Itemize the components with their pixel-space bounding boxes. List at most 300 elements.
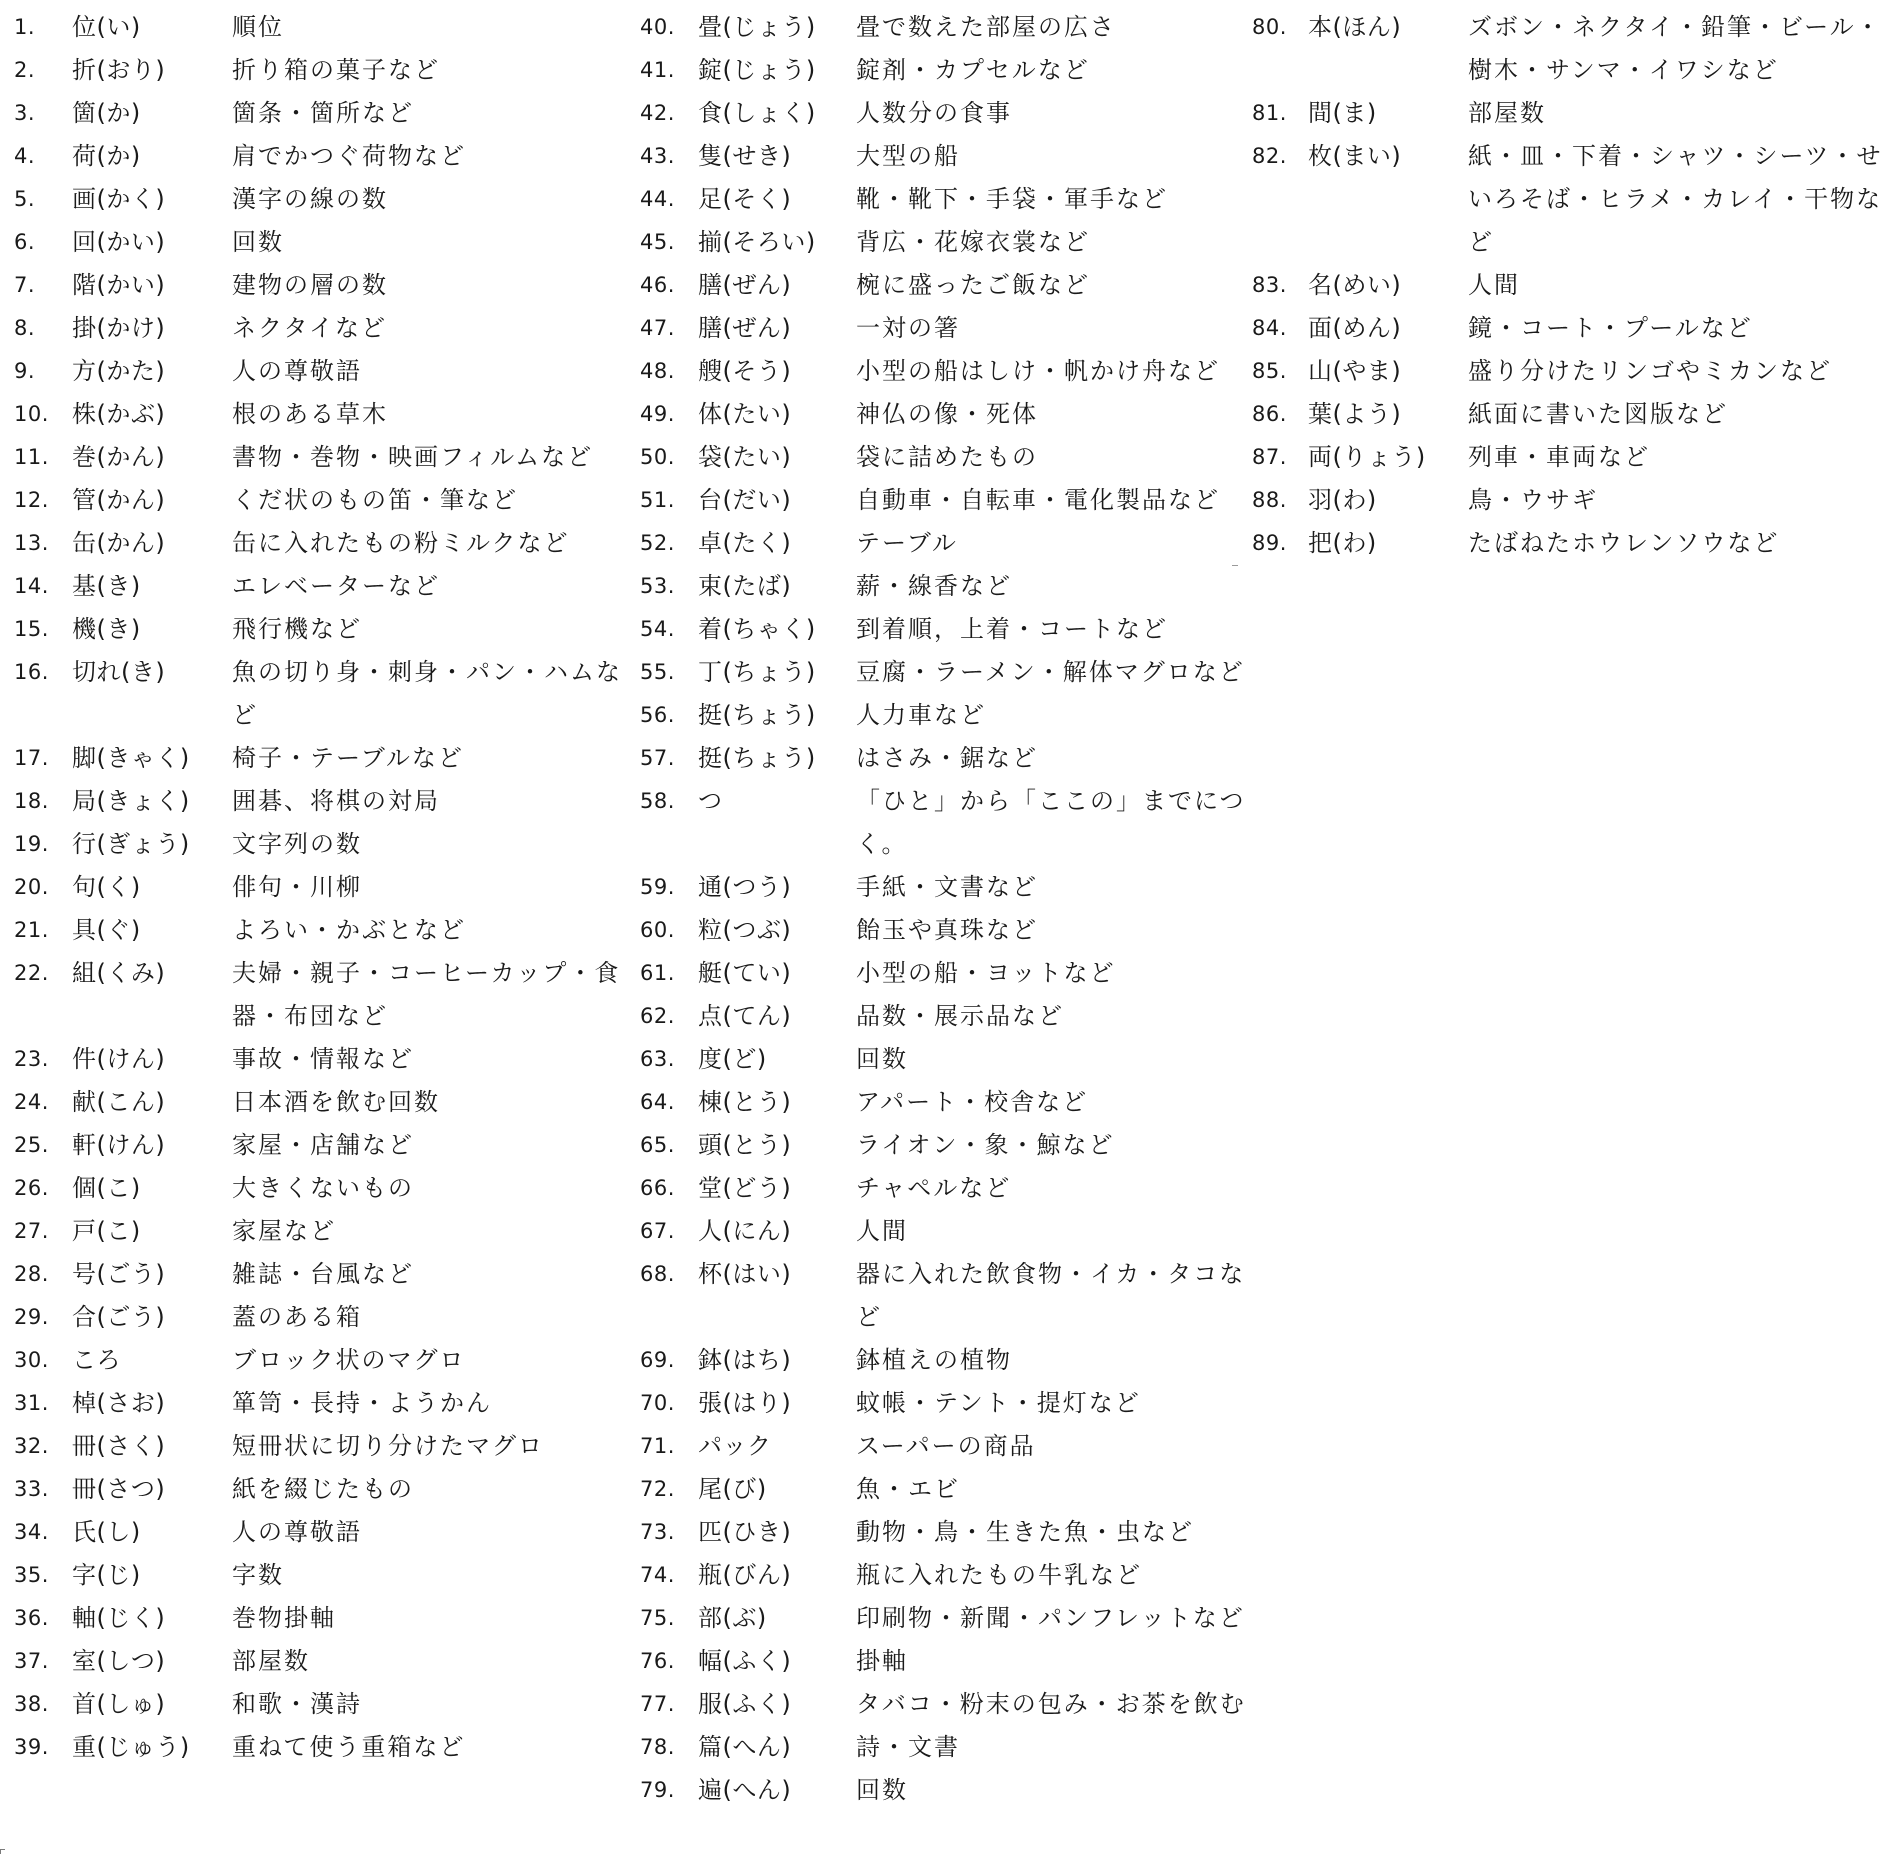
list-item xyxy=(640,522,1250,565)
counter-usage: 書物・巻物・映画フィルムなど xyxy=(232,443,594,471)
counter-word: 体(たい) xyxy=(698,400,792,428)
list-item xyxy=(640,49,1250,92)
counter-usage: ズボン・ネクタイ・鉛筆・ビール・樹木・サンマ・イワシなど xyxy=(1468,13,1882,84)
entry-number: 18. xyxy=(14,789,49,813)
list-item xyxy=(1252,393,1888,436)
list-item xyxy=(1252,436,1888,479)
entry-number: 3. xyxy=(14,101,36,125)
list-item xyxy=(14,1683,634,1726)
counter-word: 株(かぶ) xyxy=(72,400,166,428)
counter-usage: 紙面に書いた図版など xyxy=(1468,400,1728,428)
entry-number: 76. xyxy=(640,1649,675,1673)
counter-usage: 盛り分けたリンゴやミカンなど xyxy=(1468,357,1832,385)
counter-word: 間(ま) xyxy=(1308,99,1377,127)
counter-usage: 品数・展示品など xyxy=(856,1002,1064,1030)
list-item xyxy=(14,1253,634,1296)
entry-number: 29. xyxy=(14,1305,49,1329)
counter-word: 杯(はい) xyxy=(698,1260,792,1288)
list-item xyxy=(640,651,1250,694)
counter-word: 切れ(き) xyxy=(72,658,166,686)
counter-word: 組(くみ) xyxy=(72,959,166,987)
counter-usage: 文字列の数 xyxy=(232,830,362,858)
entry-number: 61. xyxy=(640,961,675,985)
counter-word: 通(つう) xyxy=(698,873,792,901)
entry-number: 60. xyxy=(640,918,675,942)
counter-word: 号(ごう) xyxy=(72,1260,166,1288)
list-item xyxy=(1252,135,1888,264)
list-item xyxy=(640,1769,1250,1812)
counter-word: 錠(じょう) xyxy=(698,56,816,84)
entry-number: 73. xyxy=(640,1520,675,1544)
counter-usage: 鉢植えの植物 xyxy=(856,1346,1012,1374)
counter-word: 卓(たく) xyxy=(698,529,792,557)
list-item xyxy=(14,737,634,780)
entry-number: 5. xyxy=(14,187,36,211)
entry-number: 17. xyxy=(14,746,49,770)
counter-usage: 囲碁、将棋の対局 xyxy=(232,787,440,815)
counter-usage: ライオン・象・鯨など xyxy=(856,1131,1115,1159)
entry-number: 33. xyxy=(14,1477,49,1501)
entry-number: 64. xyxy=(640,1090,675,1114)
counter-usage: 家屋・店舗など xyxy=(232,1131,414,1159)
list-item xyxy=(14,1425,634,1468)
list-item xyxy=(640,1210,1250,1253)
list-item xyxy=(640,737,1250,780)
counter-usage: 部屋数 xyxy=(1468,99,1546,127)
counter-word: 篇(へん) xyxy=(698,1733,792,1761)
entry-number: 85. xyxy=(1252,359,1287,383)
entry-number: 28. xyxy=(14,1262,49,1286)
counter-word: 丁(ちょう) xyxy=(698,658,816,686)
counter-usage: 蓋のある箱 xyxy=(232,1303,362,1331)
counter-word: パック xyxy=(698,1432,772,1460)
counter-word: 首(しゅ) xyxy=(72,1690,166,1718)
list-item xyxy=(14,1726,634,1769)
counter-usage: 靴・靴下・手袋・軍手など xyxy=(856,185,1168,213)
counter-usage: 器に入れた飲食物・イカ・タコなど xyxy=(856,1260,1246,1331)
counter-usage: 蚊帳・テント・提灯など xyxy=(856,1389,1141,1417)
entry-number: 56. xyxy=(640,703,675,727)
counter-word: 個(こ) xyxy=(72,1174,141,1202)
column-1 xyxy=(14,6,634,1769)
entry-number: 48. xyxy=(640,359,675,383)
counter-word: 棹(さお) xyxy=(72,1389,166,1417)
entry-number: 23. xyxy=(14,1047,49,1071)
entry-number: 44. xyxy=(640,187,675,211)
counter-word: ころ xyxy=(72,1346,121,1374)
list-item xyxy=(14,221,634,264)
entry-number: 62. xyxy=(640,1004,675,1028)
list-item xyxy=(14,1038,634,1081)
entry-number: 2. xyxy=(14,58,36,82)
list-item xyxy=(14,49,634,92)
entry-number: 55. xyxy=(640,660,675,684)
counter-word: 粒(つぶ) xyxy=(698,916,792,944)
list-item xyxy=(640,178,1250,221)
entry-number: 6. xyxy=(14,230,36,254)
counter-usage: エレベーターなど xyxy=(232,572,440,600)
counter-usage: よろい・かぶとなど xyxy=(232,916,466,944)
corner-mark xyxy=(0,1849,5,1854)
list-item xyxy=(14,866,634,909)
list-item xyxy=(14,1597,634,1640)
entry-number: 75. xyxy=(640,1606,675,1630)
counter-word: 缶(かん) xyxy=(72,529,166,557)
list-item xyxy=(640,135,1250,178)
entry-number: 11. xyxy=(14,445,49,469)
entry-number: 16. xyxy=(14,660,49,684)
entry-number: 36. xyxy=(14,1606,49,1630)
list-item xyxy=(14,780,634,823)
entry-number: 9. xyxy=(14,359,36,383)
counter-usage: 瓶に入れたもの牛乳など xyxy=(856,1561,1142,1589)
counter-usage: 俳句・川柳 xyxy=(232,873,362,901)
counter-word: 階(かい) xyxy=(72,271,166,299)
counter-usage: 人の尊敬語 xyxy=(232,357,362,385)
counter-usage: 折り箱の菓子など xyxy=(232,56,440,84)
counter-word: 名(めい) xyxy=(1308,271,1402,299)
counter-usage: 肩でかつぐ荷物など xyxy=(232,142,466,170)
entry-number: 87. xyxy=(1252,445,1287,469)
counter-usage: 豆腐・ラーメン・解体マグロなど xyxy=(856,658,1245,686)
counter-word: 荷(か) xyxy=(72,142,141,170)
list-item xyxy=(14,909,634,952)
entry-number: 59. xyxy=(640,875,675,899)
counter-word: 戸(こ) xyxy=(72,1217,141,1245)
counter-word: 冊(さく) xyxy=(72,1432,166,1460)
counter-word: 膳(ぜん) xyxy=(698,271,792,299)
counter-word: 画(かく) xyxy=(72,185,166,213)
counter-usage: 人間 xyxy=(1468,271,1520,299)
counter-word: 挺(ちょう) xyxy=(698,744,816,772)
list-item xyxy=(640,1081,1250,1124)
list-item xyxy=(14,1640,634,1683)
counter-usage: チャペルなど xyxy=(856,1174,1012,1202)
entry-number: 69. xyxy=(640,1348,675,1372)
counter-word: 遍(へん) xyxy=(698,1776,792,1804)
counter-usage: 手紙・文書など xyxy=(856,873,1038,901)
list-item xyxy=(640,1554,1250,1597)
counter-word: 合(ごう) xyxy=(72,1303,166,1331)
counter-usage: たばねたホウレンソウなど xyxy=(1468,529,1780,557)
counter-usage: 畳で数えた部屋の広さ xyxy=(856,13,1116,41)
list-item xyxy=(640,1124,1250,1167)
counter-word: 着(ちゃく) xyxy=(698,615,816,643)
list-item xyxy=(640,694,1250,737)
entry-number: 13. xyxy=(14,531,49,555)
counter-word: 点(てん) xyxy=(698,1002,792,1030)
counter-word: 挺(ちょう) xyxy=(698,701,816,729)
entry-number: 70. xyxy=(640,1391,675,1415)
list-item xyxy=(640,221,1250,264)
counter-usage: ブロック状のマグロ xyxy=(232,1346,466,1374)
list-item xyxy=(640,1597,1250,1640)
list-item xyxy=(14,522,634,565)
list-item xyxy=(14,651,634,737)
entry-number: 81. xyxy=(1252,101,1287,125)
counter-usage: 動物・鳥・生きた魚・虫など xyxy=(856,1518,1194,1546)
counter-word: 膳(ぜん) xyxy=(698,314,792,342)
list-item xyxy=(14,92,634,135)
list-item xyxy=(640,436,1250,479)
counter-usage: 印刷物・新聞・パンフレットなど xyxy=(856,1604,1245,1632)
counter-usage: 雑誌・台風など xyxy=(232,1260,414,1288)
entry-number: 14. xyxy=(14,574,49,598)
entry-number: 42. xyxy=(640,101,675,125)
counter-usage: タバコ・粉末の包み・お茶を飲む xyxy=(856,1690,1246,1718)
counter-word: 重(じゅう) xyxy=(72,1733,190,1761)
counter-word: 束(たば) xyxy=(698,572,792,600)
stray-mark xyxy=(1232,565,1238,566)
list-item xyxy=(640,479,1250,522)
counter-word: 基(き) xyxy=(72,572,141,600)
counter-usage: 人の尊敬語 xyxy=(232,1518,362,1546)
counter-usage: 回数 xyxy=(856,1776,908,1804)
counter-word: 瓶(びん) xyxy=(698,1561,792,1589)
list-item xyxy=(640,6,1250,49)
entry-number: 7. xyxy=(14,273,36,297)
counter-usage: アパート・校舎など xyxy=(856,1088,1089,1116)
counter-usage: 箪笥・長持・ようかん xyxy=(232,1389,492,1417)
counter-usage: 日本酒を飲む回数 xyxy=(232,1088,440,1116)
list-item xyxy=(640,608,1250,651)
counter-usage: 小型の船はしけ・帆かけ舟など xyxy=(856,357,1220,385)
entry-number: 41. xyxy=(640,58,675,82)
counter-usage: 紙・皿・下着・シャツ・シーツ・せいろそば・ヒラメ・カレイ・干物など xyxy=(1468,142,1883,256)
counter-word: 両(りょう) xyxy=(1308,443,1426,471)
counter-word: 本(ほん) xyxy=(1308,13,1402,41)
list-item xyxy=(1252,92,1888,135)
counter-usage: 巻物掛軸 xyxy=(232,1604,336,1632)
counter-word: 位(い) xyxy=(72,13,141,41)
list-item xyxy=(1252,522,1888,565)
list-item xyxy=(640,393,1250,436)
counter-usage: 飛行機など xyxy=(232,615,362,643)
counter-word: 行(ぎょう) xyxy=(72,830,190,858)
entry-number: 31. xyxy=(14,1391,49,1415)
counter-usage: 部屋数 xyxy=(232,1647,310,1675)
entry-number: 58. xyxy=(640,789,675,813)
counter-word: つ xyxy=(698,787,723,815)
counter-usage: 大きくないもの xyxy=(232,1174,414,1202)
list-item xyxy=(640,1339,1250,1382)
entry-number: 38. xyxy=(14,1692,49,1716)
counter-usage: 夫婦・親子・コーヒーカップ・食器・布団など xyxy=(232,959,621,1030)
entry-number: 71. xyxy=(640,1434,675,1458)
counter-usage: 袋に詰めたもの xyxy=(856,443,1038,471)
counter-word: 方(かた) xyxy=(72,357,166,385)
counter-word: 把(わ) xyxy=(1308,529,1377,557)
entry-number: 20. xyxy=(14,875,49,899)
entry-number: 68. xyxy=(640,1262,675,1286)
entry-number: 4. xyxy=(14,144,36,168)
entry-number: 86. xyxy=(1252,402,1287,426)
counter-word: 軸(じく) xyxy=(72,1604,166,1632)
list-item xyxy=(640,1167,1250,1210)
entry-number: 65. xyxy=(640,1133,675,1157)
counter-word: 服(ふく) xyxy=(698,1690,792,1718)
entry-number: 39. xyxy=(14,1735,49,1759)
counter-word: 袋(たい) xyxy=(698,443,792,471)
counter-usage: 重ねて使う重箱など xyxy=(232,1733,466,1761)
counter-usage: 缶に入れたもの粉ミルクなど xyxy=(232,529,570,557)
list-item xyxy=(640,1382,1250,1425)
counter-usage: 人数分の食事 xyxy=(856,99,1012,127)
entry-number: 25. xyxy=(14,1133,49,1157)
counter-usage: 「ひと」から「ここの」までにつく。 xyxy=(856,787,1246,858)
list-item xyxy=(640,1726,1250,1769)
entry-number: 79. xyxy=(640,1778,675,1802)
entry-number: 30. xyxy=(14,1348,49,1372)
list-item xyxy=(14,1339,634,1382)
list-item xyxy=(640,565,1250,608)
counter-usage: 箇条・箇所など xyxy=(232,99,414,127)
counter-word: 張(はり) xyxy=(698,1389,792,1417)
entry-number: 49. xyxy=(640,402,675,426)
counter-usage: スーパーの商品 xyxy=(856,1432,1036,1460)
counter-usage: 薪・線香など xyxy=(856,572,1012,600)
entry-number: 54. xyxy=(640,617,675,641)
counter-usage: 鳥・ウサギ xyxy=(1468,486,1598,514)
counter-word: 具(ぐ) xyxy=(72,916,141,944)
counter-usage: 短冊状に切り分けたマグロ xyxy=(232,1432,544,1460)
list-item xyxy=(14,565,634,608)
counter-word: 堂(どう) xyxy=(698,1174,792,1202)
list-item xyxy=(640,1425,1250,1468)
counter-word: 山(やま) xyxy=(1308,357,1402,385)
counter-word: 隻(せき) xyxy=(698,142,792,170)
entry-number: 43. xyxy=(640,144,675,168)
list-item xyxy=(1252,264,1888,307)
entry-number: 19. xyxy=(14,832,49,856)
entry-number: 32. xyxy=(14,1434,49,1458)
column-2 xyxy=(640,6,1250,1812)
list-item xyxy=(14,307,634,350)
entry-number: 1. xyxy=(14,15,36,39)
list-item xyxy=(14,1210,634,1253)
entry-number: 80. xyxy=(1252,15,1287,39)
entry-number: 72. xyxy=(640,1477,675,1501)
counter-usage: 魚・エビ xyxy=(856,1475,960,1503)
entry-number: 21. xyxy=(14,918,49,942)
list-item xyxy=(14,393,634,436)
entry-number: 12. xyxy=(14,488,49,512)
entry-number: 78. xyxy=(640,1735,675,1759)
counter-word: 匹(ひき) xyxy=(698,1518,792,1546)
counter-word: 巻(かん) xyxy=(72,443,166,471)
counter-usage: 詩・文書 xyxy=(856,1733,960,1761)
list-item xyxy=(14,135,634,178)
counter-usage: 小型の船・ヨットなど xyxy=(856,959,1116,987)
counter-word: 折(おり) xyxy=(72,56,166,84)
counter-word: 回(かい) xyxy=(72,228,166,256)
list-item xyxy=(640,1640,1250,1683)
counter-word: 足(そく) xyxy=(698,185,792,213)
counter-word: 軒(けん) xyxy=(72,1131,166,1159)
counter-word: 尾(び) xyxy=(698,1475,767,1503)
counter-usage: 列車・車両など xyxy=(1468,443,1650,471)
list-item xyxy=(14,6,634,49)
list-item xyxy=(640,909,1250,952)
counter-usage: ネクタイなど xyxy=(232,314,388,342)
counter-word: 局(きょく) xyxy=(72,787,190,815)
counter-word: 葉(よう) xyxy=(1308,400,1402,428)
entry-number: 63. xyxy=(640,1047,675,1071)
list-item xyxy=(640,1468,1250,1511)
counter-usage: 自動車・自転車・電化製品など xyxy=(856,486,1220,514)
entry-number: 34. xyxy=(14,1520,49,1544)
list-item xyxy=(14,1124,634,1167)
entry-number: 84. xyxy=(1252,316,1287,340)
counter-usage: 大型の船 xyxy=(856,142,960,170)
counter-usage: 掛軸 xyxy=(856,1647,908,1675)
entry-number: 82. xyxy=(1252,144,1287,168)
counter-usage: 人力車など xyxy=(856,701,986,729)
counter-usage: 字数 xyxy=(232,1561,284,1589)
counter-usage: くだ状のもの笛・筆など xyxy=(232,486,518,514)
column-3 xyxy=(1252,6,1888,565)
counter-usage: 事故・情報など xyxy=(232,1045,414,1073)
entry-number: 40. xyxy=(640,15,675,39)
counter-usage: 錠剤・カプセルなど xyxy=(856,56,1090,84)
counter-usage: 神仏の像・死体 xyxy=(856,400,1038,428)
counter-word: 食(しょく) xyxy=(698,99,816,127)
entry-number: 52. xyxy=(640,531,675,555)
entry-number: 47. xyxy=(640,316,675,340)
counter-usage: 回数 xyxy=(232,228,284,256)
counter-word: 幅(ふく) xyxy=(698,1647,792,1675)
list-item xyxy=(640,92,1250,135)
counter-usage: 椀に盛ったご飯など xyxy=(856,271,1090,299)
counter-word: 艘(そう) xyxy=(698,357,792,385)
counter-word: 管(かん) xyxy=(72,486,166,514)
counter-usage: テーブル xyxy=(856,529,958,557)
counter-usage: 到着順，上着・コートなど xyxy=(856,615,1168,643)
entry-number: 8. xyxy=(14,316,36,340)
list-item xyxy=(14,1382,634,1425)
counter-word: 鉢(はち) xyxy=(698,1346,792,1374)
list-item xyxy=(1252,307,1888,350)
list-item xyxy=(14,1468,634,1511)
counter-word: 室(しつ) xyxy=(72,1647,166,1675)
entry-number: 45. xyxy=(640,230,675,254)
list-item xyxy=(640,1511,1250,1554)
list-item xyxy=(640,1038,1250,1081)
counter-usage: 和歌・漢詩 xyxy=(232,1690,362,1718)
counter-word: 句(く) xyxy=(72,873,141,901)
counter-word: 棟(とう) xyxy=(698,1088,792,1116)
entry-number: 53. xyxy=(640,574,675,598)
list-item xyxy=(14,1554,634,1597)
list-item xyxy=(640,780,1250,866)
counter-word: 枚(まい) xyxy=(1308,142,1402,170)
counter-word: 箇(か) xyxy=(72,99,141,127)
counter-word: 氏(し) xyxy=(72,1518,141,1546)
list-item xyxy=(1252,479,1888,522)
entry-number: 77. xyxy=(640,1692,675,1716)
list-item xyxy=(640,866,1250,909)
list-item xyxy=(14,1167,634,1210)
list-item xyxy=(640,1253,1250,1339)
counter-usage: 紙を綴じたもの xyxy=(232,1475,414,1503)
counter-word: 部(ぶ) xyxy=(698,1604,767,1632)
counter-word: 羽(わ) xyxy=(1308,486,1377,514)
counter-word: 畳(じょう) xyxy=(698,13,816,41)
counter-usage: 椅子・テーブルなど xyxy=(232,744,464,772)
list-item xyxy=(640,952,1250,995)
list-item xyxy=(14,436,634,479)
entry-number: 26. xyxy=(14,1176,49,1200)
